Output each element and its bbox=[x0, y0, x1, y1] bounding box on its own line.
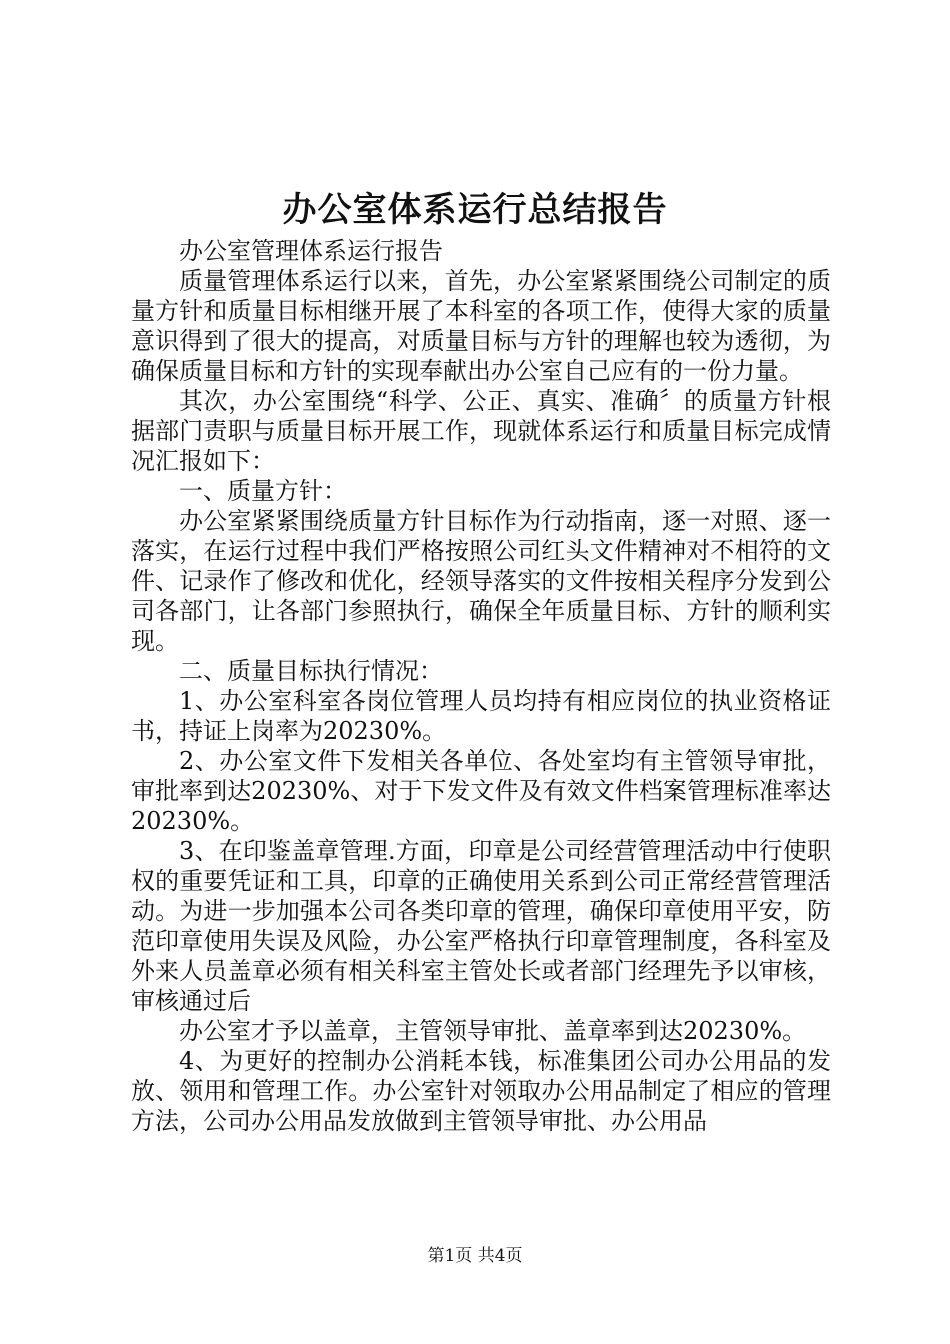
paragraph-item-3-continued: 办公室才予以盖章，主管领导审批、盖章率到达20230%。 bbox=[179, 1017, 807, 1045]
paragraph-intro: 质量管理体系运行以来，首先，办公室紧紧围绕公司制定的质量方针和质量目标相继开展了本科室的各项工作，使得大家的质量意识得到了很大的提高，对质量目标与方针的理解也较为透彻，为确保质量目标和方针的实现奉献出办公室自己应有的一份力量。 bbox=[131, 267, 831, 385]
section-heading-quality-policy: 一、质量方针： bbox=[179, 477, 347, 505]
paragraph-subtitle: 办公室管理体系运行报告 bbox=[179, 237, 443, 265]
paragraph-item-3: 3、在印鉴盖章管理.方面，印章是公司经营管理活动中行使职权的重要凭证和工具，印章的正确使用关系到公司正常经营管理活动。为进一步加强本公司各类印章的管理，确保印章使用平安，防范印章使用失误及风险，办公室严格执行印章管理制度，各科室及外来人员盖章必须有相关科室主管处长或者部门经理先予以审核，审核通过后 bbox=[131, 837, 831, 1015]
document-title: 办公室体系运行总结报告 bbox=[282, 190, 668, 230]
paragraph-item-1: 1、办公室科室各岗位管理人员均持有相应岗位的执业资格证书，持证上岗率为20230%。 bbox=[131, 687, 831, 745]
paragraph-second: 其次，办公室围绕“科学、公正、真实、准确〞的质量方针根据部门责职与质量目标开展工作，现就体系运行和质量目标完成情况汇报如下： bbox=[131, 387, 831, 475]
paragraph-quality-policy: 办公室紧紧围绕质量方针目标作为行动指南，逐一对照、逐一落实，在运行过程中我们严格按照公司红头文件精神对不相符的文件、记录作了修改和优化，经领导落实的文件按相关程序分发到公司各部门，让各部门参照执行，确保全年质量目标、方针的顺利实现。 bbox=[131, 507, 831, 655]
page-number-footer: 第1页 共4页 bbox=[427, 1246, 523, 1266]
section-heading-quality-goals: 二、质量目标执行情况： bbox=[179, 657, 443, 685]
paragraph-item-4: 4、为更好的控制办公消耗本钱，标准集团公司办公用品的发放、领用和管理工作。办公室针对领取办公用品制定了相应的管理方法，公司办公用品发放做到主管领导审批、办公用品 bbox=[131, 1047, 831, 1135]
paragraph-item-2: 2、办公室文件下发相关各单位、各处室均有主管领导审批，审批率到达20230%、对于下发文件及有效文件档案管理标准率达20230%。 bbox=[131, 747, 831, 835]
document-body bbox=[131, 236, 831, 1136]
